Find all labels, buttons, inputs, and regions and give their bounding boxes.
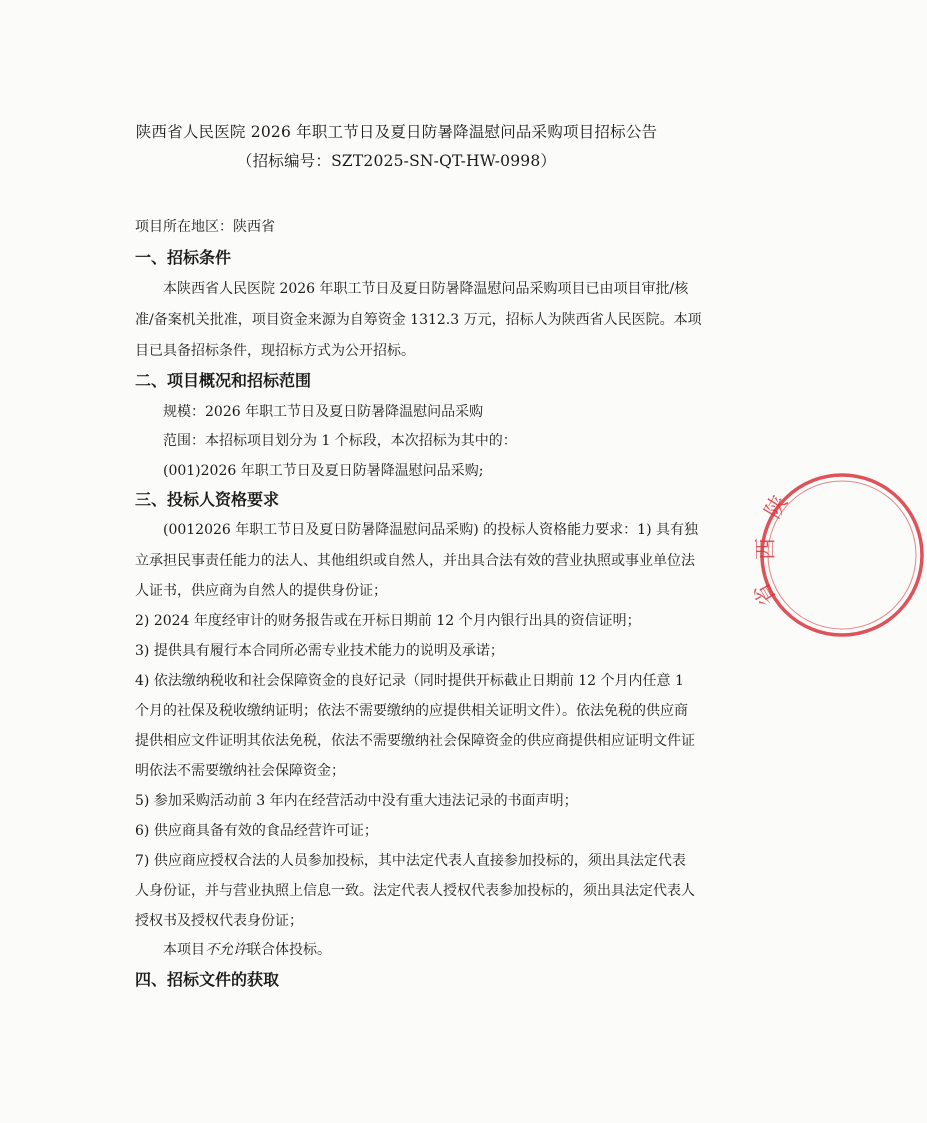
s2-line-1: 规模：2026 年职工节日及夏日防暑降温慰问品采购 [163,404,484,420]
s3-line-10: 5) 参加采购活动前 3 年内在经营活动中没有重大违法记录的书面声明； [135,793,578,809]
s3-line-13: 人身份证，并与营业执照上信息一致。法定代表人授权代表参加投标的，须出具法定代表人 [135,883,695,899]
svg-text:陕: 陕 [760,491,794,523]
svg-text:省: 省 [749,577,783,610]
s3-line-1: (0012026 年职工节日及夏日防暑降温慰问品采购) 的投标人资格能力要求：1) 具有独 [163,522,698,538]
s3-line-4: 2) 2024 年度经审计的财务报告或在开标日期前 12 个月内银行出具的资信证明； [135,613,641,629]
s3-line-3: 人证书，供应商为自然人的提供身份证； [135,583,387,599]
document-title: 陕西省人民医院 2026 年职工节日及夏日防暑降温慰问品采购项目招标公告 [135,123,658,141]
s3-line-5: 3) 提供具有履行本合同所必需专业技术能力的说明及承诺； [135,643,504,659]
s3-line-6: 4) 依法缴纳税收和社会保障资金的良好记录（同时提供开标截止日期前 12 个月内任意 1 [135,673,684,689]
s3-line-9: 明依法不需要缴纳社会保障资金； [135,763,345,779]
svg-text:西: 西 [754,537,779,560]
section-3-heading: 三、投标人资格要求 [135,490,280,509]
s2-line-3: (001)2026 年职工节日及夏日防暑降温慰问品采购; [163,463,484,479]
s3-line-14: 授权书及授权代表身份证； [135,913,303,929]
s1-line-1: 本陕西省人民医院 2026 年职工节日及夏日防暑降温慰问品采购项目已由项目审批/核 [163,281,689,297]
s2-line-2: 范围：本招标项目划分为 1 个标段，本次招标为其中的： [163,433,517,449]
s3-line-11: 6) 供应商具备有效的食品经营许可证； [135,823,378,839]
s3-line-2: 立承担民事责任能力的法人、其他组织或自然人，并出具合法有效的营业执照或事业单位法 [135,553,695,569]
s3-line-8: 提供相应文件证明其依法免税，依法不需要缴纳社会保障资金的供应商提供相应证明文件证 [135,733,695,749]
red-seal-stamp [749,470,927,640]
tender-code: （招标编号：SZT2025-SN-QT-HW-0998） [236,152,557,170]
s3-line-7: 个月的社保及税收缴纳证明；依法不需要缴纳的应提供相关证明文件）。依法免税的供应商 [135,703,688,719]
s3-line-15 [163,943,331,957]
s1-line-2: 准/备案机关批准，项目资金来源为自筹资金 1312.3 万元，招标人为陕西省人民医院。本项 [135,312,702,328]
s3-line-15-a: 本项目 [163,942,205,958]
project-region: 项目所在地区：陕西省 [135,219,275,235]
section-2-heading: 二、项目概况和招标范围 [135,371,312,390]
s3-line-15-c: 联合体投标。 [247,942,331,958]
s3-line-15-emphasis: 不允许 [205,942,247,958]
s1-line-3: 目已具备招标条件，现招标方式为公开招标。 [135,343,415,359]
section-4-heading: 四、招标文件的获取 [135,970,280,989]
section-1-heading: 一、招标条件 [135,248,232,267]
s3-line-12: 7) 供应商应授权合法的人员参加投标，其中法定代表人直接参加投标的，须出具法定代表 [135,853,686,869]
